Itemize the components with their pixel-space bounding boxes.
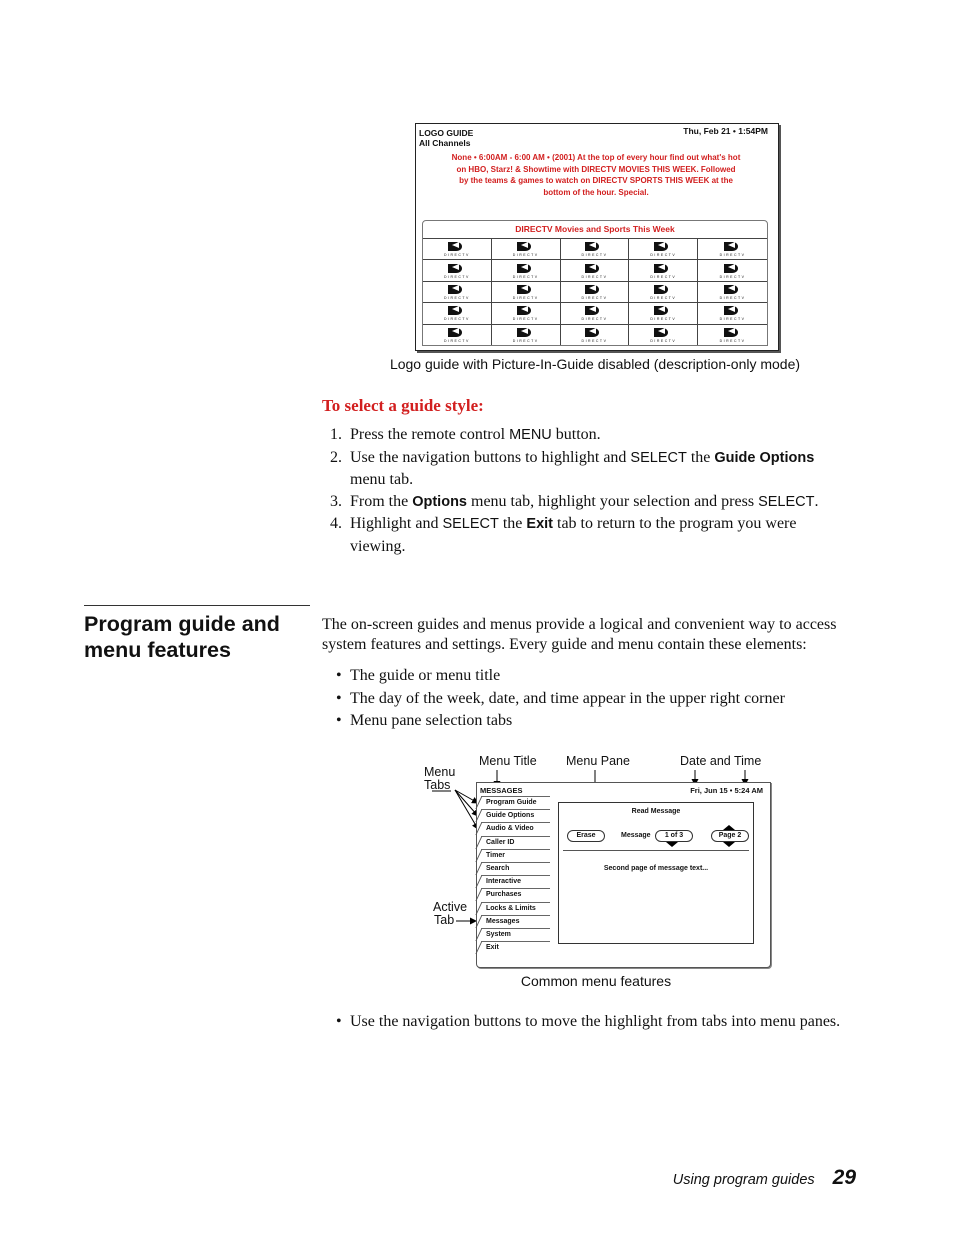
menu-title: MESSAGES <box>480 786 523 795</box>
logo-grid <box>423 238 767 345</box>
figure-caption: Common menu features <box>520 973 672 989</box>
subheading: To select a guide style: <box>322 396 484 415</box>
bullet-item: • Menu pane selection tabs <box>336 712 513 729</box>
label-menu-tabs: Menu Tabs <box>424 765 456 792</box>
logo-text: DIRECTV <box>581 338 608 343</box>
logo-text: DIRECTV <box>581 317 608 322</box>
label-date-time: Date and Time <box>680 754 762 768</box>
directv-logo-icon <box>584 263 604 274</box>
page-button[interactable]: Page 2 <box>711 830 749 842</box>
logo-text: DIRECTV <box>650 338 677 343</box>
logo-cell[interactable] <box>561 324 630 345</box>
directv-logo-icon <box>584 327 604 338</box>
logo-cell[interactable] <box>561 238 630 259</box>
logo-cell[interactable] <box>629 324 698 345</box>
directv-logo-icon <box>447 263 467 274</box>
logo-cell[interactable] <box>423 281 492 302</box>
panel-title: DIRECTV Movies and Sports This Week <box>515 224 675 234</box>
step-item: 2. Use the navigation buttons to highlight and SELECT the Guide Options menu tab. <box>330 448 815 488</box>
messages-menu-screen <box>476 782 771 968</box>
logo-cell[interactable] <box>423 324 492 345</box>
menu-tab[interactable]: Messages <box>481 915 550 927</box>
logo-text: DIRECTV <box>443 253 470 258</box>
directv-logo-icon <box>584 241 604 252</box>
logo-text: DIRECTV <box>512 317 539 322</box>
section-title: Program guide and menu features <box>84 612 280 662</box>
message-label: Message <box>621 832 651 839</box>
logo-panel <box>422 220 768 346</box>
menu-tab[interactable]: Guide Options <box>481 809 550 821</box>
logo-text: DIRECTV <box>512 295 539 300</box>
directv-logo-icon <box>516 263 536 274</box>
logo-cell[interactable] <box>492 259 561 280</box>
steps-list <box>322 424 882 557</box>
program-description: None • 6:00AM - 6:00 AM • (2001) At the top of every hour find out what's hot on HBO, Starz! & Showtime with DIRECTV MOVIES THIS WEEK. Followed by the teams & games to watch on DIRECTV SPORTS THIS WEEK at the bottom of the hour. Special. <box>451 153 741 197</box>
pane-divider <box>563 850 749 851</box>
triangle-down-icon <box>723 842 737 848</box>
step-item: 3. From the Options menu tab, highlight your selection and press SELECT. <box>330 492 819 510</box>
menu-tab[interactable]: Interactive <box>481 875 550 887</box>
directv-logo-icon <box>653 327 673 338</box>
directv-logo-icon <box>723 241 743 252</box>
directv-logo-icon <box>447 305 467 316</box>
logo-text: DIRECTV <box>512 274 539 279</box>
triangle-up-icon <box>723 825 737 831</box>
directv-logo-icon <box>653 241 673 252</box>
logo-text: DIRECTV <box>650 295 677 300</box>
figure-caption: Logo guide with Picture-In-Guide disabled (description-only mode) <box>389 356 801 372</box>
logo-cell[interactable] <box>629 259 698 280</box>
directv-logo-icon <box>516 241 536 252</box>
menu-tab[interactable]: Exit <box>481 941 550 953</box>
logo-text: DIRECTV <box>443 274 470 279</box>
logo-text: DIRECTV <box>443 295 470 300</box>
guide-datetime: Thu, Feb 21 • 1:54PM <box>683 126 768 136</box>
pane-title: Read Message <box>631 808 681 815</box>
logo-text: DIRECTV <box>650 317 677 322</box>
bullet-item: • The guide or menu title <box>336 667 501 684</box>
logo-cell[interactable] <box>698 281 767 302</box>
logo-cell[interactable] <box>698 259 767 280</box>
menu-tab[interactable]: Timer <box>481 849 550 861</box>
directv-logo-icon <box>516 305 536 316</box>
directv-logo-icon <box>447 241 467 252</box>
logo-text: DIRECTV <box>512 253 539 258</box>
logo-cell[interactable] <box>629 302 698 323</box>
menu-tab[interactable]: Locks & Limits <box>481 902 550 914</box>
directv-logo-icon <box>723 305 743 316</box>
directv-logo-icon <box>447 327 467 338</box>
message-counter[interactable]: 1 of 3 <box>655 830 693 842</box>
logo-text: DIRECTV <box>581 295 608 300</box>
logo-cell[interactable] <box>492 238 561 259</box>
label-menu-pane: Menu Pane <box>566 754 630 768</box>
menu-tab[interactable]: Program Guide <box>481 796 550 808</box>
logo-text: DIRECTV <box>650 274 677 279</box>
menu-pane <box>558 802 754 944</box>
menu-tab[interactable]: Audio & Video <box>481 822 550 834</box>
menu-tab[interactable]: System <box>481 928 550 940</box>
element-bullets <box>322 665 882 733</box>
logo-text: DIRECTV <box>719 338 746 343</box>
label-active-tab: Active Tab <box>433 900 468 927</box>
logo-text: DIRECTV <box>581 274 608 279</box>
logo-text: DIRECTV <box>719 295 746 300</box>
logo-text: DIRECTV <box>581 253 608 258</box>
logo-cell[interactable] <box>698 324 767 345</box>
logo-cell[interactable] <box>629 281 698 302</box>
step-item: 1. Press the remote control MENU button. <box>330 426 601 443</box>
logo-guide-screen <box>415 123 779 351</box>
final-bullet <box>322 1011 922 1034</box>
logo-cell[interactable] <box>561 281 630 302</box>
menu-datetime: Fri, Jun 15 • 5:24 AM <box>690 786 763 795</box>
bullet-item: • The day of the week, date, and time appear in the upper right corner <box>336 689 785 707</box>
menu-tab[interactable]: Purchases <box>481 888 550 900</box>
menu-tab[interactable]: Search <box>481 862 550 874</box>
logo-cell[interactable] <box>561 259 630 280</box>
logo-cell[interactable] <box>423 259 492 280</box>
logo-text: DIRECTV <box>719 253 746 258</box>
logo-text: DIRECTV <box>443 338 470 343</box>
erase-button[interactable]: Erase <box>567 830 605 842</box>
directv-logo-icon <box>653 305 673 316</box>
directv-logo-icon <box>447 284 467 295</box>
directv-logo-icon <box>723 327 743 338</box>
directv-logo-icon <box>584 305 604 316</box>
logo-cell[interactable] <box>492 281 561 302</box>
page-number: 29 <box>832 1166 856 1189</box>
guide-title: LOGO GUIDE All Channels <box>419 128 474 148</box>
intro-paragraph: The on-screen guides and menus provide a logical and convenient way to access system features and settings. Every guide and menu contain these elements: <box>322 616 837 653</box>
logo-cell[interactable] <box>423 238 492 259</box>
logo-text: DIRECTV <box>443 317 470 322</box>
logo-cell[interactable] <box>698 302 767 323</box>
directv-logo-icon <box>723 284 743 295</box>
directv-logo-icon <box>516 284 536 295</box>
footer-title: Using program guides <box>672 1172 815 1188</box>
directv-logo-icon <box>584 284 604 295</box>
logo-text: DIRECTV <box>650 253 677 258</box>
logo-cell[interactable] <box>629 238 698 259</box>
logo-cell[interactable] <box>492 324 561 345</box>
directv-logo-icon <box>723 263 743 274</box>
directv-logo-icon <box>653 284 673 295</box>
directv-logo-icon <box>516 327 536 338</box>
triangle-down-icon <box>666 842 682 848</box>
label-menu-title: Menu Title <box>479 754 537 768</box>
step-item: 4. Highlight and SELECT the Exit tab to return to the program you were viewing. <box>330 515 797 555</box>
logo-text: DIRECTV <box>512 338 539 343</box>
page-footer <box>673 1166 856 1190</box>
logo-text: DIRECTV <box>719 317 746 322</box>
logo-cell[interactable] <box>561 302 630 323</box>
logo-text: DIRECTV <box>719 274 746 279</box>
logo-cell[interactable] <box>423 302 492 323</box>
menu-tab[interactable]: Caller ID <box>481 836 550 848</box>
bullet-item: • Use the navigation buttons to move the highlight from tabs into menu panes. <box>336 1013 841 1030</box>
logo-cell[interactable] <box>492 302 561 323</box>
directv-logo-icon <box>653 263 673 274</box>
section-rule <box>84 605 310 606</box>
message-text: Second page of message text... <box>603 865 709 872</box>
logo-cell[interactable] <box>698 238 767 259</box>
